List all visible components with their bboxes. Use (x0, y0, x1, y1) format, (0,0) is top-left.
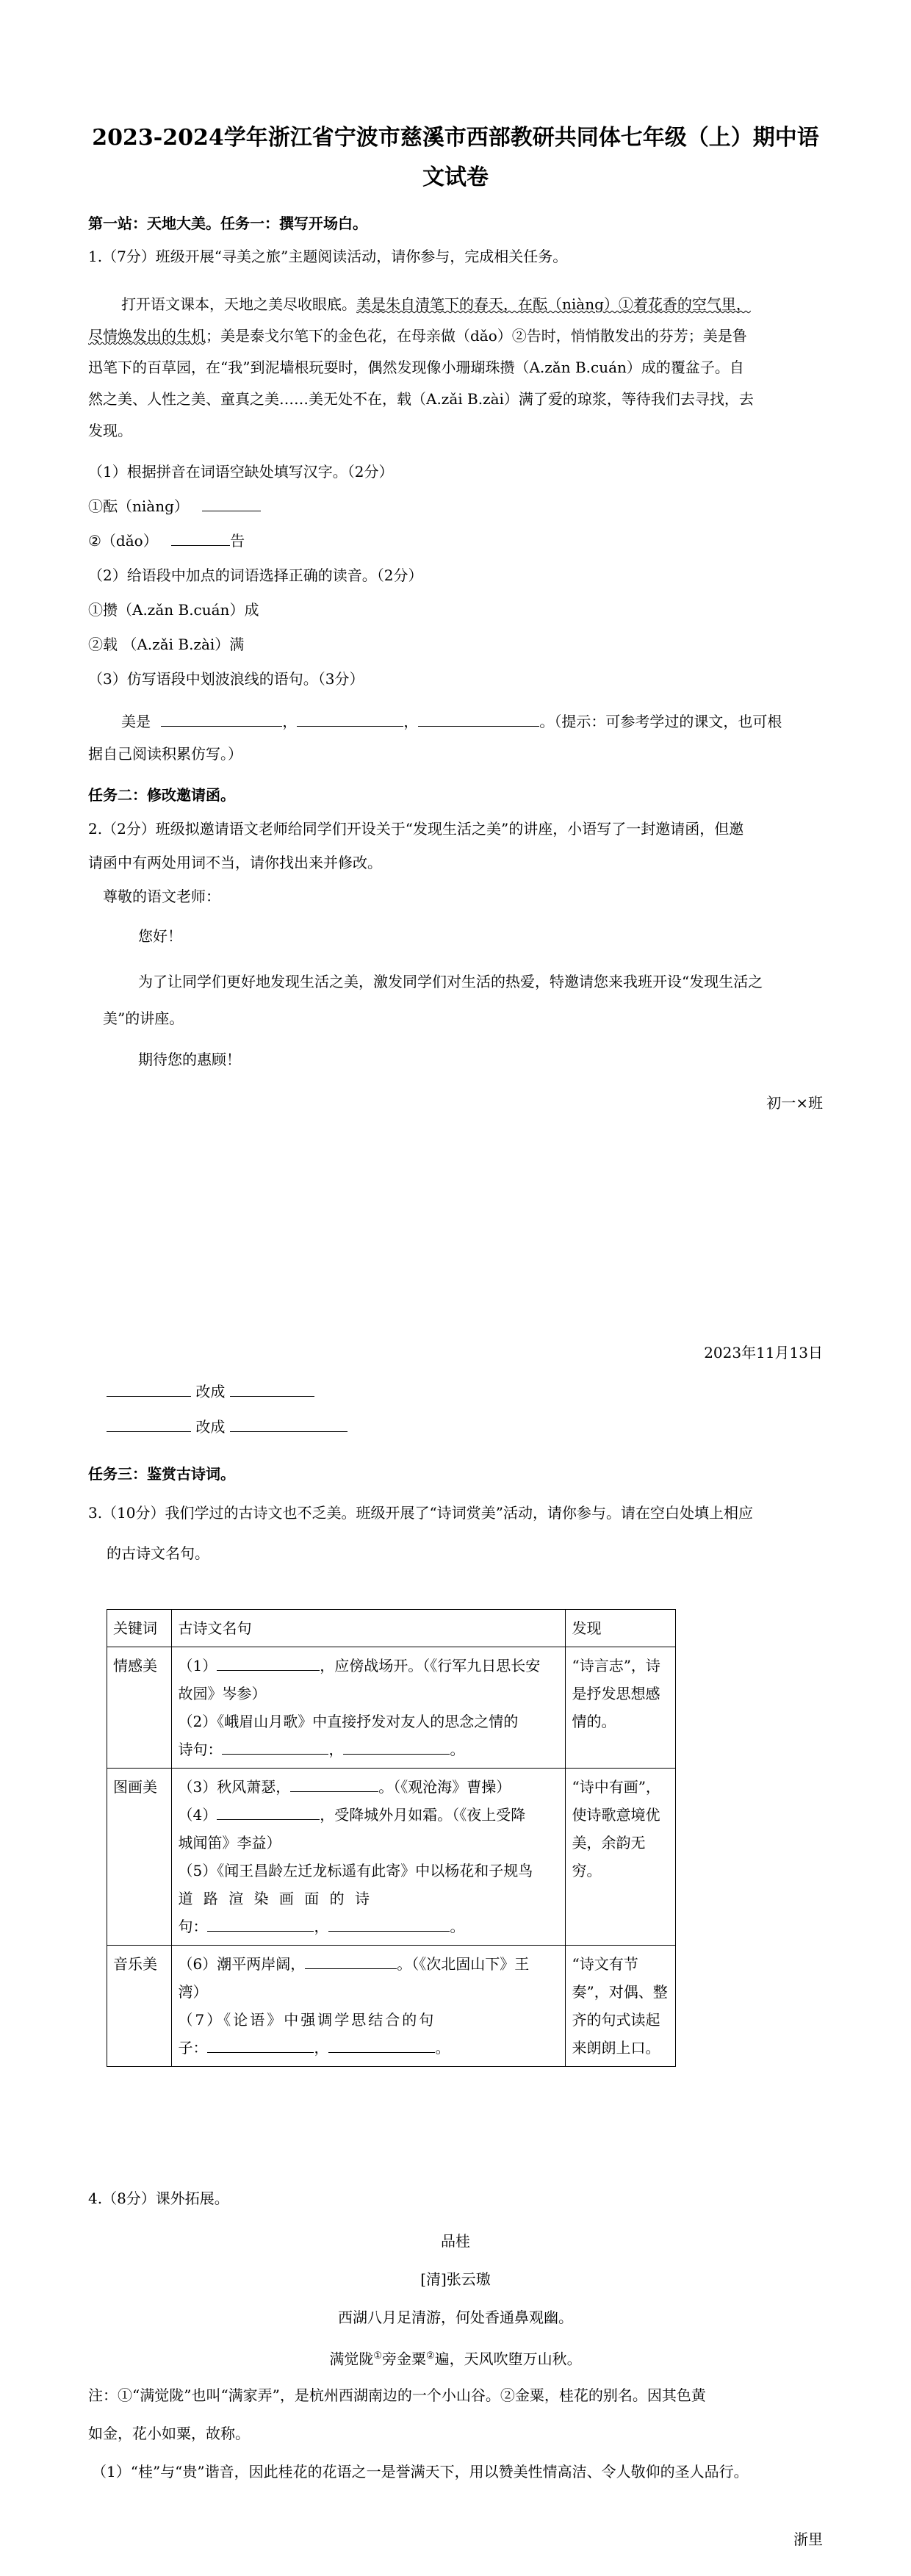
item-4-source: 城闻笛》李益） (178, 1834, 281, 1852)
answer-blank[interactable] (107, 1417, 191, 1432)
item-4-prefix: （4） (178, 1806, 217, 1824)
q1-sub1-b-label: ②（dǎo） (88, 532, 158, 550)
item-1-suffix: ，应傍战场开。（《行军九日思长安 (320, 1657, 541, 1674)
item-6-prefix: （6）潮平两岸阔， (178, 1955, 306, 1973)
answer-blank[interactable] (328, 2037, 435, 2053)
answer-blank[interactable] (328, 1916, 450, 1932)
poem-note-line2: 如金，花小如粟，故称。 (88, 2425, 250, 2442)
row-finding: “诗中有画”，使诗歌意境优美，余韵无穷。 (566, 1769, 676, 1946)
item-5-label: 句： (178, 1918, 208, 1935)
item-6-source: 湾） (178, 1983, 208, 2001)
item-5-prompt-cont: 道 路 渲 染 画 面 的 诗 (178, 1890, 372, 1907)
q1-sub2-b: ②载 （A.zǎi B.zài）满 (88, 636, 245, 653)
row-finding: “诗言志”，诗是抒发思想感情的。 (566, 1647, 676, 1769)
q2-body-line2: 美”的讲座。 (103, 1010, 184, 1027)
poem-title: 品桂 (441, 2232, 470, 2250)
page-footer: 浙里 (793, 2530, 823, 2548)
q1-sub1-a-label: ①酝（niàng） (88, 497, 189, 515)
poem-line2-part3: 遍，天风吹堕万山秋。 (434, 2350, 582, 2368)
item-4-suffix: ，受降城外月如霜。（《夜上受降 (320, 1806, 526, 1824)
item-5-prompt: （5）《闻王昌龄左迁龙标遥有此寄》中以杨花和子规鸟 (178, 1862, 533, 1879)
page-title: 2023-2024学年浙江省宁波市慈溪市西部教研共同体七年级（上）期中语 (92, 125, 819, 151)
q1-stem: 1.（7分）班级开展“寻美之旅”主题阅读活动，请你参与，完成相关任务。 (88, 248, 568, 265)
table-header-lines: 古诗文名句 (172, 1610, 566, 1647)
answer-blank[interactable] (217, 1655, 320, 1671)
q1-sub2: （2）给语段中加点的词语选择正确的读音。（2分） (88, 566, 423, 584)
item-3-suffix: 。（《观沧海》曹操） (378, 1778, 511, 1796)
item-7-prompt: （7）《论语》中强调学思结合的句 (178, 2011, 436, 2029)
page-title-line2: 文试卷 (422, 165, 489, 190)
q2-date: 2023年11月13日 (704, 1344, 823, 1361)
answer-blank[interactable] (290, 1777, 378, 1792)
item-2-label: 诗句： (178, 1741, 223, 1758)
answer-blank[interactable] (305, 1954, 397, 1969)
answer-blank[interactable] (343, 1739, 450, 1755)
q2-stem-line1: 2.（2分）班级拟邀请语文老师给同学们开设关于“发现生活之美”的讲座，小语写了一封邀请函，但邀 (88, 820, 744, 838)
row-keyword: 音乐美 (107, 1946, 172, 2067)
item-1-source: 故园》岑参） (178, 1685, 267, 1702)
q2-hello: 您好！ (138, 927, 182, 945)
q1-passage-line4: 然之美、人性之美、童真之美……美无处不在，载（A.zǎi B.zài）满了爱的琼浆，等待我们去寻找，去 (88, 390, 754, 408)
q1-passage-line5: 发现。 (88, 422, 132, 439)
footnote-ref-2: ② (426, 2350, 435, 2361)
item-1-prefix: （1） (178, 1657, 217, 1674)
item-2-prompt: （2）《峨眉山月歌》中直接抒发对友人的思念之情的 (178, 1713, 519, 1730)
poem-line1: 西湖八月足清游，何处香通鼻观幽。 (338, 2309, 573, 2326)
q1-sub3-hint: 。（提示：可参考学过的课文，也可根 (539, 713, 782, 730)
row-lines: （1） ，应傍战场开。（《行军九日思长安 故园》岑参） （2）《峨眉山月歌》中直接抒发对友人的思念之情的 诗句： ， 。 (172, 1647, 566, 1769)
q2-fix-line2 (107, 1417, 841, 1437)
q1-passage-line1 (121, 294, 823, 314)
poetry-table (107, 1609, 676, 2067)
q2-signature: 初一×班 (766, 1094, 823, 1112)
answer-blank[interactable] (230, 1417, 348, 1432)
q1-sub2-a: ①攒（A.zǎn B.cuán）成 (88, 601, 259, 619)
row-keyword: 图画美 (107, 1769, 172, 1946)
poem-line2 (88, 2346, 823, 2370)
q1-sub3-line: 美是 ， ， 。（提示：可参考学过的课文，也可根 (121, 713, 782, 730)
q2-fix-label: 改成 (195, 1418, 226, 1436)
section-heading-task2: 任务二：修改邀请函。 (88, 786, 235, 804)
answer-blank[interactable] (230, 1381, 314, 1397)
q2-closing: 期待您的惠顾！ (138, 1051, 241, 1068)
poem-author: [清]张云璈 (420, 2270, 491, 2288)
row-keyword: 情感美 (107, 1647, 172, 1769)
footnote-ref-1: ① (373, 2350, 382, 2361)
answer-blank[interactable] (297, 711, 403, 727)
q1-wavy-sentence: 美是朱自清笔下的春天，在酝（niàng）①着花香的空气里， (356, 295, 751, 313)
item-3-prefix: （3）秋风萧瑟， (178, 1778, 291, 1796)
table-header-row (107, 1610, 676, 1647)
row-lines: （6）潮平两岸阔， 。（《次北固山下》王 湾） （7）《论语》中强调学思结合的句 子： ， 。 (172, 1946, 566, 2067)
item-6-suffix: 。（《次北固山下》王 (397, 1955, 530, 1973)
poem-line2-part2: 旁金粟 (382, 2350, 426, 2368)
q3-stem-line2: 的古诗文名句。 (107, 1544, 209, 1562)
q2-body-line1: 为了让同学们更好地发现生活之美，激发同学们对生活的热爱，特邀请您来我班开设“发现生活之 (138, 973, 763, 990)
q1-passage-text: ；美是泰戈尔笔下的金色花，在母亲做（dǎo）②告时，悄悄散发出的芬芳；美是鲁 (206, 327, 747, 345)
table-header-finding: 发现 (566, 1610, 676, 1647)
row-finding: “诗文有节奏”，对偶、整齐的句式读起来朗朗上口。 (566, 1946, 676, 2067)
q1-sub1-a (88, 496, 823, 517)
table-row (107, 1647, 676, 1769)
section-heading-station1: 第一站：天地大美。任务一：撰写开场白。 (88, 215, 367, 232)
q3-stem-line1: 3.（10分）我们学过的古诗文也不乏美。班级开展了“诗词赏美”活动，请你参与。请在空白处填上相应 (88, 1504, 753, 1522)
q4-stem: 4.（8分）课外拓展。 (88, 2190, 229, 2207)
item-7-label: 子： (178, 2039, 208, 2057)
table-row (107, 1946, 676, 2067)
answer-blank[interactable] (202, 496, 261, 511)
answer-blank[interactable] (171, 530, 230, 546)
table-row (107, 1769, 676, 1946)
q2-fix-line1 (107, 1381, 841, 1402)
q1-passage-line2 (88, 325, 823, 346)
q1-sub3: （3）仿写语段中划波浪线的语句。（3分） (88, 670, 364, 688)
q1-sub1: （1）根据拼音在词语空缺处填写汉字。（2分） (88, 463, 394, 481)
table-header-keyword: 关键词 (107, 1610, 172, 1647)
answer-blank[interactable] (217, 1805, 320, 1820)
q2-stem-line2: 请函中有两处用词不当，请你找出来并修改。 (88, 854, 382, 871)
answer-blank[interactable] (207, 1916, 314, 1932)
q4-sub1: （1）“桂”与“贵”谐音，因此桂花的花语之一是誉满天下，用以赞美性情高洁、令人敬仰的圣人品行。 (92, 2463, 749, 2480)
section-heading-task3: 任务三：鉴赏古诗词。 (88, 1465, 235, 1483)
q1-sub3-prefix: 美是 (121, 713, 151, 730)
answer-blank[interactable] (222, 1739, 328, 1755)
q1-sub1-b (88, 530, 823, 551)
answer-blank[interactable] (207, 2037, 314, 2053)
q2-fix-label: 改成 (195, 1383, 226, 1400)
q1-passage-text: 打开语文课本，天地之美尽收眼底。 (121, 295, 356, 313)
q1-sub3-hint-line2: 据自己阅读积累仿写。） (88, 745, 242, 763)
poem-note-line1: 注：①“满觉陇”也叫“满家弄”，是杭州西湖南边的一个小山谷。②金粟，桂花的别名。因其色黄 (88, 2386, 706, 2404)
q2-greeting: 尊敬的语文老师： (103, 888, 220, 905)
q1-passage-line3: 迅笔下的百草园，在“我”到泥墙根玩耍时，偶然发现像小珊瑚珠攒（A.zǎn B.cuán）成的覆盆子。自 (88, 359, 744, 376)
poem-line2-part1: 满觉陇 (329, 2350, 374, 2368)
q1-sub1-b-suffix: 告 (230, 532, 245, 550)
q1-wavy-sentence-end: 尽情焕发出的生机 (88, 327, 206, 345)
row-lines: （3）秋风萧瑟， 。（《观沧海》曹操） （4） ，受降城外月如霜。（《夜上受降 城闻笛》李益） （5）《闻王昌龄左迁龙标遥有此寄》中以杨花和子规鸟 道 路 渲 染 画 面 的 诗 句： ， 。 (172, 1769, 566, 1946)
answer-blank[interactable] (161, 711, 282, 727)
answer-blank[interactable] (418, 711, 539, 727)
answer-blank[interactable] (107, 1381, 191, 1397)
